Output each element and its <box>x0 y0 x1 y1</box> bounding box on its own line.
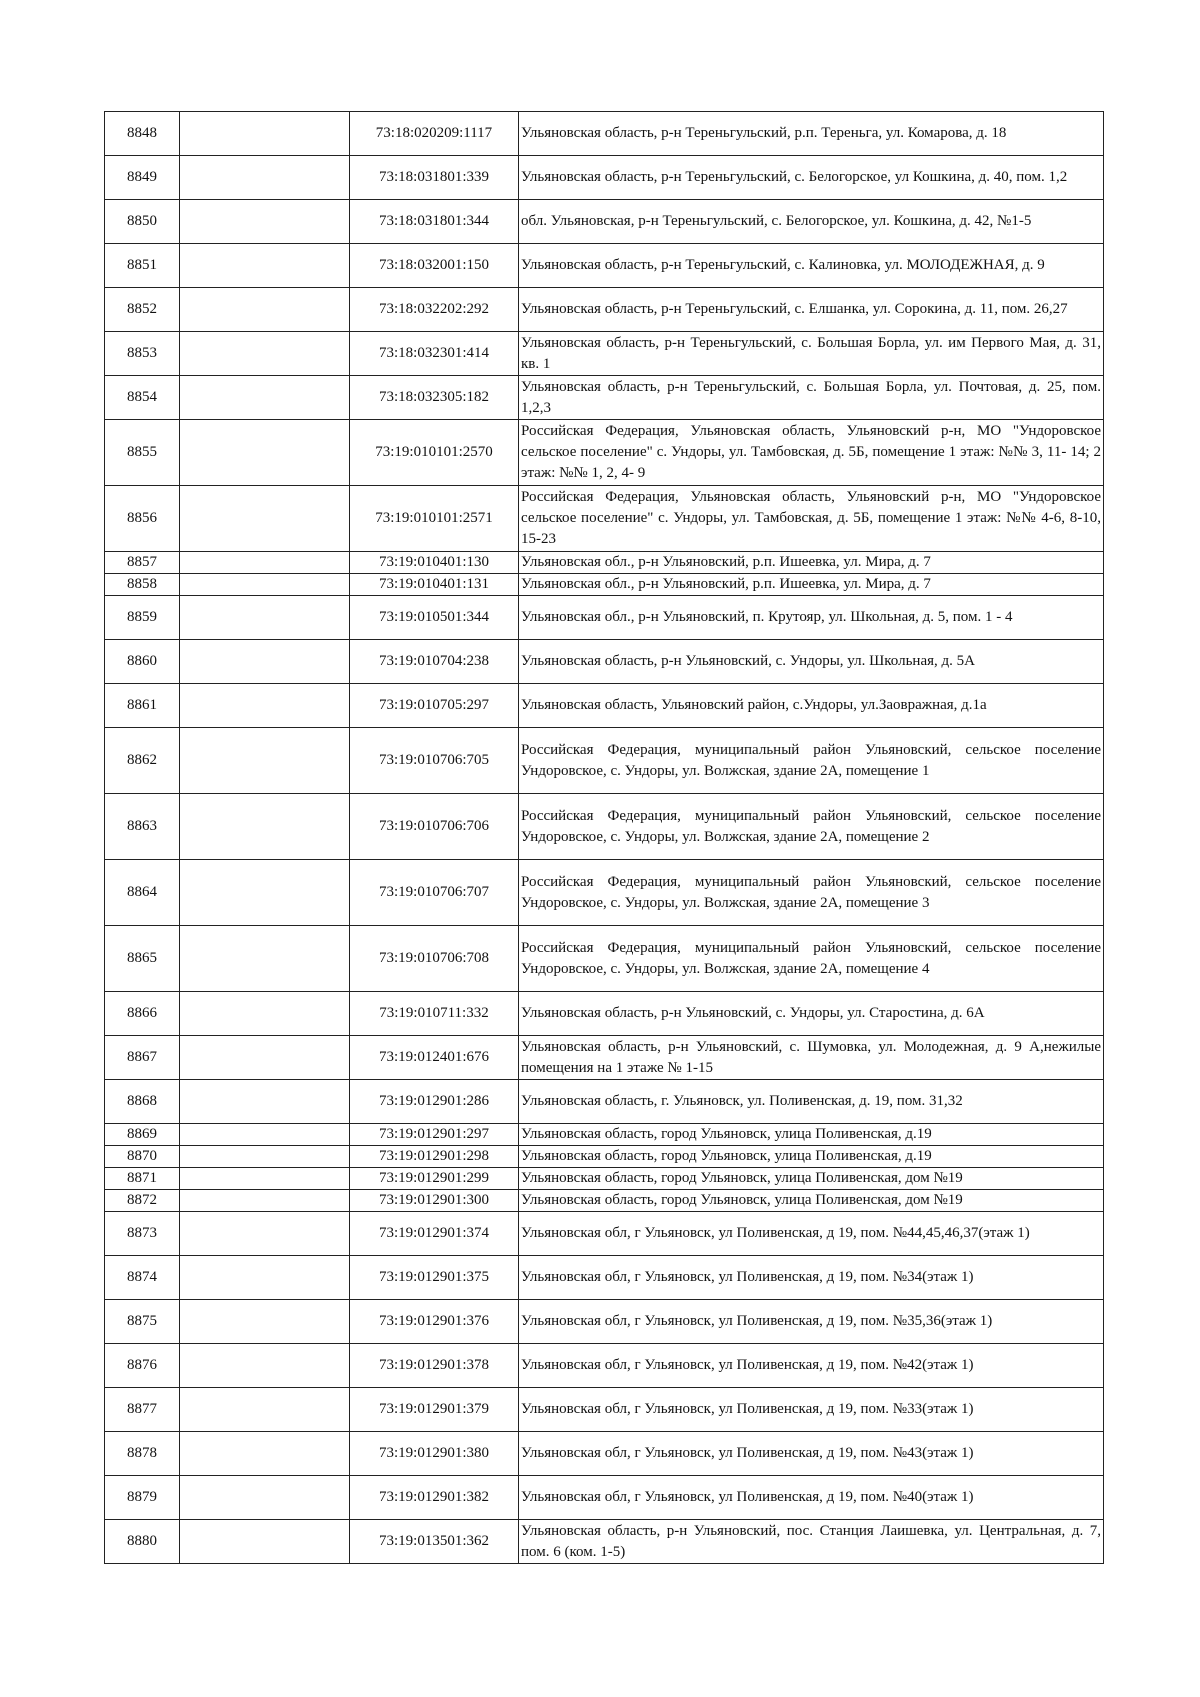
empty-cell <box>180 640 350 684</box>
row-number-cell: 8880 <box>105 1520 180 1564</box>
table-row <box>105 574 1104 596</box>
table-row <box>105 728 1104 794</box>
row-number-cell: 8867 <box>105 1036 180 1080</box>
address-cell: Ульяновская обл, г Ульяновск, ул Поливенская, д 19, пом. №42(этаж 1) <box>519 1344 1104 1388</box>
address-cell: Ульяновская область, р-н Ульяновский, пос. Станция Лаишевка, ул. Центральная, д. 7, пом. 6 (ком. 1-5) <box>519 1520 1104 1564</box>
cadastral-number-cell: 73:19:012901:376 <box>350 1300 519 1344</box>
empty-cell <box>180 1256 350 1300</box>
row-number-cell: 8850 <box>105 200 180 244</box>
row-number-cell: 8878 <box>105 1432 180 1476</box>
address-cell: Ульяновская область, р-н Ульяновский, с. Ундоры, ул. Старостина, д. 6А <box>519 992 1104 1036</box>
empty-cell <box>180 992 350 1036</box>
table-row <box>105 332 1104 376</box>
cadastral-number-cell: 73:19:012901:300 <box>350 1190 519 1212</box>
cadastral-number-cell: 73:19:012901:297 <box>350 1124 519 1146</box>
address-cell: Российская Федерация, муниципальный район Ульяновский, сельское поселение Ундоровское, с. Ундоры, ул. Волжская, здание 2А, помещение 1 <box>519 728 1104 794</box>
address-cell: Ульяновская обл, г Ульяновск, ул Поливенская, д 19, пом. №34(этаж 1) <box>519 1256 1104 1300</box>
row-number-cell: 8854 <box>105 376 180 420</box>
address-cell: Ульяновская область, р-н Тереньгульский, с. Большая Борла, ул. им Первого Мая, д. 31, кв. 1 <box>519 332 1104 376</box>
cadastral-number-cell: 73:18:020209:1117 <box>350 112 519 156</box>
table-row <box>105 486 1104 552</box>
cadastral-number-cell: 73:19:012401:676 <box>350 1036 519 1080</box>
row-number-cell: 8868 <box>105 1080 180 1124</box>
address-cell: Ульяновская обл, г Ульяновск, ул Поливенская, д 19, пом. №33(этаж 1) <box>519 1388 1104 1432</box>
empty-cell <box>180 200 350 244</box>
table-row <box>105 552 1104 574</box>
empty-cell <box>180 574 350 596</box>
cadastral-number-cell: 73:19:010401:130 <box>350 552 519 574</box>
address-cell: Ульяновская обл, г Ульяновск, ул Поливенская, д 19, пом. №40(этаж 1) <box>519 1476 1104 1520</box>
empty-cell <box>180 728 350 794</box>
cadastral-number-cell: 73:18:031801:344 <box>350 200 519 244</box>
cadastral-number-cell: 73:19:010711:332 <box>350 992 519 1036</box>
address-cell: Российская Федерация, муниципальный район Ульяновский, сельское поселение Ундоровское, с. Ундоры, ул. Волжская, здание 2А, помещение 3 <box>519 860 1104 926</box>
table-row <box>105 1124 1104 1146</box>
empty-cell <box>180 156 350 200</box>
row-number-cell: 8875 <box>105 1300 180 1344</box>
property-registry-table <box>104 111 1104 1564</box>
table-row <box>105 596 1104 640</box>
cadastral-number-cell: 73:19:012901:375 <box>350 1256 519 1300</box>
table-row <box>105 926 1104 992</box>
cadastral-number-cell: 73:18:031801:339 <box>350 156 519 200</box>
cadastral-number-cell: 73:19:012901:378 <box>350 1344 519 1388</box>
empty-cell <box>180 1146 350 1168</box>
empty-cell <box>180 794 350 860</box>
address-cell: Ульяновская обл., р-н Ульяновский, п. Крутояр, ул. Школьная, д. 5, пом. 1 - 4 <box>519 596 1104 640</box>
empty-cell <box>180 1080 350 1124</box>
row-number-cell: 8864 <box>105 860 180 926</box>
row-number-cell: 8855 <box>105 420 180 486</box>
cadastral-number-cell: 73:19:010706:708 <box>350 926 519 992</box>
cadastral-number-cell: 73:18:032202:292 <box>350 288 519 332</box>
table-row <box>105 640 1104 684</box>
table-row <box>105 684 1104 728</box>
row-number-cell: 8871 <box>105 1168 180 1190</box>
empty-cell <box>180 1432 350 1476</box>
address-cell: Ульяновская область, г. Ульяновск, ул. Поливенская, д. 19, пом. 31,32 <box>519 1080 1104 1124</box>
empty-cell <box>180 486 350 552</box>
table-row <box>105 1344 1104 1388</box>
table-row <box>105 1080 1104 1124</box>
empty-cell <box>180 684 350 728</box>
cadastral-number-cell: 73:18:032001:150 <box>350 244 519 288</box>
row-number-cell: 8856 <box>105 486 180 552</box>
address-cell: Российская Федерация, муниципальный район Ульяновский, сельское поселение Ундоровское, с. Ундоры, ул. Волжская, здание 2А, помещение 2 <box>519 794 1104 860</box>
empty-cell <box>180 1036 350 1080</box>
empty-cell <box>180 926 350 992</box>
row-number-cell: 8872 <box>105 1190 180 1212</box>
cadastral-number-cell: 73:19:010501:344 <box>350 596 519 640</box>
row-number-cell: 8870 <box>105 1146 180 1168</box>
table-row <box>105 1146 1104 1168</box>
table-row <box>105 1520 1104 1564</box>
empty-cell <box>180 1520 350 1564</box>
row-number-cell: 8862 <box>105 728 180 794</box>
empty-cell <box>180 1388 350 1432</box>
empty-cell <box>180 1168 350 1190</box>
row-number-cell: 8861 <box>105 684 180 728</box>
empty-cell <box>180 332 350 376</box>
cadastral-number-cell: 73:18:032305:182 <box>350 376 519 420</box>
address-cell: Ульяновская область, город Ульяновск, улица Поливенская, дом №19 <box>519 1168 1104 1190</box>
table-row <box>105 376 1104 420</box>
cadastral-number-cell: 73:19:010101:2571 <box>350 486 519 552</box>
row-number-cell: 8863 <box>105 794 180 860</box>
empty-cell <box>180 1190 350 1212</box>
address-cell: Ульяновская область, город Ульяновск, улица Поливенская, дом №19 <box>519 1190 1104 1212</box>
table-row <box>105 1300 1104 1344</box>
address-cell: Ульяновская область, р-н Тереньгульский, с. Белогорское, ул Кошкина, д. 40, пом. 1,2 <box>519 156 1104 200</box>
row-number-cell: 8874 <box>105 1256 180 1300</box>
cadastral-number-cell: 73:19:010101:2570 <box>350 420 519 486</box>
cadastral-number-cell: 73:19:012901:374 <box>350 1212 519 1256</box>
row-number-cell: 8873 <box>105 1212 180 1256</box>
empty-cell <box>180 1124 350 1146</box>
row-number-cell: 8853 <box>105 332 180 376</box>
table-row <box>105 200 1104 244</box>
empty-cell <box>180 1212 350 1256</box>
empty-cell <box>180 1300 350 1344</box>
address-cell: Ульяновская область, город Ульяновск, улица Поливенская, д.19 <box>519 1146 1104 1168</box>
table-row <box>105 1036 1104 1080</box>
empty-cell <box>180 552 350 574</box>
empty-cell <box>180 376 350 420</box>
row-number-cell: 8876 <box>105 1344 180 1388</box>
row-number-cell: 8857 <box>105 552 180 574</box>
address-cell: Ульяновская обл, г Ульяновск, ул Поливенская, д 19, пом. №35,36(этаж 1) <box>519 1300 1104 1344</box>
empty-cell <box>180 860 350 926</box>
address-cell: Ульяновская область, р-н Тереньгульский, с. Калиновка, ул. МОЛОДЕЖНАЯ, д. 9 <box>519 244 1104 288</box>
empty-cell <box>180 244 350 288</box>
table-row <box>105 1212 1104 1256</box>
row-number-cell: 8849 <box>105 156 180 200</box>
table-row <box>105 288 1104 332</box>
row-number-cell: 8848 <box>105 112 180 156</box>
address-cell: Ульяновская область, город Ульяновск, улица Поливенская, д.19 <box>519 1124 1104 1146</box>
address-cell: Ульяновская обл, г Ульяновск, ул Поливенская, д 19, пом. №44,45,46,37(этаж 1) <box>519 1212 1104 1256</box>
empty-cell <box>180 1476 350 1520</box>
address-cell: обл. Ульяновская, р-н Тереньгульский, с. Белогорское, ул. Кошкина, д. 42, №1-5 <box>519 200 1104 244</box>
row-number-cell: 8869 <box>105 1124 180 1146</box>
cadastral-number-cell: 73:19:010706:706 <box>350 794 519 860</box>
row-number-cell: 8879 <box>105 1476 180 1520</box>
cadastral-number-cell: 73:19:012901:382 <box>350 1476 519 1520</box>
address-cell: Ульяновская область, р-н Ульяновский, с. Ундоры, ул. Школьная, д. 5А <box>519 640 1104 684</box>
address-cell: Ульяновская обл., р-н Ульяновский, р.п. Ишеевка, ул. Мира, д. 7 <box>519 552 1104 574</box>
address-cell: Ульяновская обл., р-н Ульяновский, р.п. Ишеевка, ул. Мира, д. 7 <box>519 574 1104 596</box>
address-cell: Ульяновская область, р-н Ульяновский, с. Шумовка, ул. Молодежная, д. 9 А,нежилые помещения на 1 этаже № 1-15 <box>519 1036 1104 1080</box>
empty-cell <box>180 112 350 156</box>
address-cell: Российская Федерация, Ульяновская область, Ульяновский р-н, МО "Ундоровское сельское поселение" с. Ундоры, ул. Тамбовская, д. 5Б, помещение 1 этаж: №№ 3, 11- 14; 2 этаж: №№ 1, 2, 4- 9 <box>519 420 1104 486</box>
address-cell: Ульяновская область, Ульяновский район, с.Ундоры, ул.Заовражная, д.1а <box>519 684 1104 728</box>
cadastral-number-cell: 73:19:013501:362 <box>350 1520 519 1564</box>
table-row <box>105 112 1104 156</box>
row-number-cell: 8859 <box>105 596 180 640</box>
row-number-cell: 8860 <box>105 640 180 684</box>
registry-table-body <box>105 112 1104 1564</box>
table-row <box>105 794 1104 860</box>
table-row <box>105 992 1104 1036</box>
table-row <box>105 1432 1104 1476</box>
row-number-cell: 8851 <box>105 244 180 288</box>
cadastral-number-cell: 73:19:010401:131 <box>350 574 519 596</box>
empty-cell <box>180 1344 350 1388</box>
cadastral-number-cell: 73:19:010706:707 <box>350 860 519 926</box>
empty-cell <box>180 420 350 486</box>
cadastral-number-cell: 73:18:032301:414 <box>350 332 519 376</box>
address-cell: Ульяновская область, р-н Тереньгульский, с. Елшанка, ул. Сорокина, д. 11, пом. 26,27 <box>519 288 1104 332</box>
table-row <box>105 1168 1104 1190</box>
address-cell: Ульяновская обл, г Ульяновск, ул Поливенская, д 19, пом. №43(этаж 1) <box>519 1432 1104 1476</box>
empty-cell <box>180 596 350 640</box>
cadastral-number-cell: 73:19:010705:297 <box>350 684 519 728</box>
cadastral-number-cell: 73:19:012901:298 <box>350 1146 519 1168</box>
table-row <box>105 1190 1104 1212</box>
row-number-cell: 8858 <box>105 574 180 596</box>
address-cell: Ульяновская область, р-н Тереньгульский, с. Большая Борла, ул. Почтовая, д. 25, пом. 1,2,3 <box>519 376 1104 420</box>
row-number-cell: 8865 <box>105 926 180 992</box>
row-number-cell: 8877 <box>105 1388 180 1432</box>
row-number-cell: 8852 <box>105 288 180 332</box>
table-row <box>105 244 1104 288</box>
cadastral-number-cell: 73:19:012901:286 <box>350 1080 519 1124</box>
cadastral-number-cell: 73:19:012901:379 <box>350 1388 519 1432</box>
table-row <box>105 156 1104 200</box>
table-row <box>105 860 1104 926</box>
table-row <box>105 1476 1104 1520</box>
cadastral-number-cell: 73:19:010704:238 <box>350 640 519 684</box>
address-cell: Российская Федерация, муниципальный район Ульяновский, сельское поселение Ундоровское, с. Ундоры, ул. Волжская, здание 2А, помещение 4 <box>519 926 1104 992</box>
address-cell: Ульяновская область, р-н Тереньгульский, р.п. Тереньга, ул. Комарова, д. 18 <box>519 112 1104 156</box>
table-row <box>105 1388 1104 1432</box>
table-row <box>105 420 1104 486</box>
row-number-cell: 8866 <box>105 992 180 1036</box>
cadastral-number-cell: 73:19:012901:380 <box>350 1432 519 1476</box>
address-cell: Российская Федерация, Ульяновская область, Ульяновский р-н, МО "Ундоровское сельское поселение" с. Ундоры, ул. Тамбовская, д. 5Б, помещение 1 этаж: №№ 4-6, 8-10, 15-23 <box>519 486 1104 552</box>
table-row <box>105 1256 1104 1300</box>
cadastral-number-cell: 73:19:010706:705 <box>350 728 519 794</box>
cadastral-number-cell: 73:19:012901:299 <box>350 1168 519 1190</box>
empty-cell <box>180 288 350 332</box>
